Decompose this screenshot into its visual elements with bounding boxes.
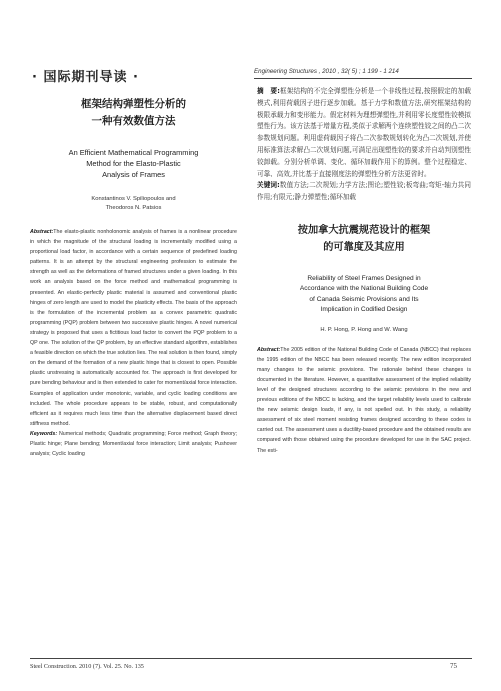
article2-title-en-line3: of Canada Seismic Provisions and Its [309,295,419,303]
article1-title-cn-line2: 一种有效数值方法 [91,115,176,127]
right-column [257,86,471,456]
article2-authors: H. P. Hong, P. Hong and W. Wang [320,326,408,333]
header-rule [254,78,472,79]
page-number: 75 [450,662,457,670]
section-banner: · 国际期刊导读 · [32,70,139,85]
footer-journal-info: Steel Construction. 2010 (7). Vol. 25. No. 135 [30,663,144,670]
footer-rule [30,658,472,659]
article2-title-en-line1: Reliability of Steel Frames Designed in [307,274,421,282]
article2-title-cn-line2: 的可靠度及其应用 [323,241,405,253]
article1-title-en-line2: Method for the Elasto-Plastic [86,159,181,168]
article1-keywords-cn-label: 关键词: [257,181,280,190]
article2-abstract-en-text: The 2005 edition of the National Building Code of Canada (NBCC) that replaces the 1995 edition of the NBCC has been released recently. The new edition incorporated many changes to the seismic provisions. The rationale behind these changes is documented in the literature. However, a quantitative assessment of the implied reliability level of the designed structures according to the seismic provisions in the new and previous editions of the NBCC is lacking, and the target reliability levels used to calibrate the new seismic design loads, if any, is not spelled out. In this study, a reliability assessment of six steel moment resisting frames designed according to these codes is carried out. The assessment uses a ductility-based procedure and the obtained results are compared with those obtained using the procedure developed for use in the SAC project. The esti- [257,346,471,454]
article2-title-en-line4: Implication in Codified Design [320,306,408,314]
article2-abstract-en [257,345,471,456]
article1-abstract-en [30,227,237,429]
article1-authors-line1: Konstantinos V. Spiliopoulos and [91,196,176,202]
article1-abstract-en-label: Abstract: [30,229,54,235]
article1-keywords-en-text: Numerical methods; Quadratic programming; Force method; Graph theory; Plastic hinge; Plane bending; Moment/axial force interaction; Limit analysis; Pushover analysis; Cyclic loading [30,430,237,458]
article1-keywords-cn [257,180,471,204]
article2-title-cn [257,222,471,256]
journal-reference: Engineering Structures , 2010 , 32( 5) ; 1 199 - 1 214 [254,68,399,75]
article1-keywords-en [30,429,237,459]
article2-title-en [257,274,471,316]
article1-abstract-cn [257,86,471,180]
article2-title-cn-line1: 按加拿大抗震规范设计的框架 [297,224,431,236]
article2-title-en-line2: Accordance with the National Building Code [299,285,429,293]
article1-abstract-cn-label: 摘 要: [257,87,280,95]
article1-title-en-line3: Analysis of Frames [102,170,165,179]
article1-title-cn [30,96,237,130]
article1-title-en [30,147,237,180]
article1-title-en-line1: An Efficient Mathematical Programming [68,148,199,157]
article1-title-cn-line1: 框架结构弹塑性分析的 [81,98,186,110]
article1-abstract-en-text: The elasto-plastic nonholonomic analysis of frames is a nonlinear procedure in which the magnitude of the structural loading is incrementally modified using a proportional load factor, in accordance with a certain sequence of predefined loading patterns. It is an attempt by the structural engineering profession to estimate the strength as well as the deformations of framed structures under a given loading. In this work an analysis based on the force method and mathematical programming is presented. An elastic-perfectly plastic material is assumed and conventional plastic hinges of zero length are used to model the plasticity effects. The basis of the approach is the formulation of the incremental problem as a convex parametric quadratic programming (PQP) problem between two successive plastic hinges. A novel numerical strategy is proposed that uses a fictitious load factor to convert the PQP problem to a QP one. The solution of the QP problem, by an effective standard algorithm, establishes a feasible direction on which the true solution lies. The real solution is then found, simply on the demand of the formation of a new plastic hinge that is closest to open. Possible plastic unstressing is automatically accounted for. The approach is first developed for pure bending behaviour and is then extended to cater for moment/axial force interaction. Examples of application under monotonic, variable, and cyclic loading conditions are included. The whole procedure appears to be stable, robust, and computationally efficient as it requires much less time than the alternative displacement based direct stiffness method. [30,229,237,427]
article1-authors-line2: Theodoros N. Patsios [105,205,162,211]
article1-keywords-en-label: Keywords: [30,430,58,437]
article2-abstract-en-label: Abstract: [257,346,281,353]
left-column [30,96,237,459]
article1-keywords-cn-text: 数值方法;二次规划;力学方法;图论;塑性铰;板弯曲;弯矩-轴力共同作用;有限元;静力弹塑性;循环加载 [257,181,471,202]
article1-authors [30,195,237,213]
article1-abstract-cn-text: 框架结构的不完全弹塑性分析是一个非线性过程,按照假定的加载模式,利用荷载因子进行逐步加载。基于力学和数值方法,研究框架结构的极限承载力和变形能力。假定材料为理想弹塑性,并利用零长度塑性铰模拟塑性行为。该方法基于增量方程,类似于求解两个连续塑性铰之间的凸二次参数规划问题。利用虚荷载因子将凸二次参数规划转化为凸二次规划,并使用标准算法求解凸二次规划问题,可满足出现塑性铰的要求并自动判别塑性铰卸载。分别分析单调、变化、循环加载作用下的算例。整个过程稳定、可靠、高效,并比基于直接刚度法的弹塑性分析方法更省时。 [257,87,471,178]
